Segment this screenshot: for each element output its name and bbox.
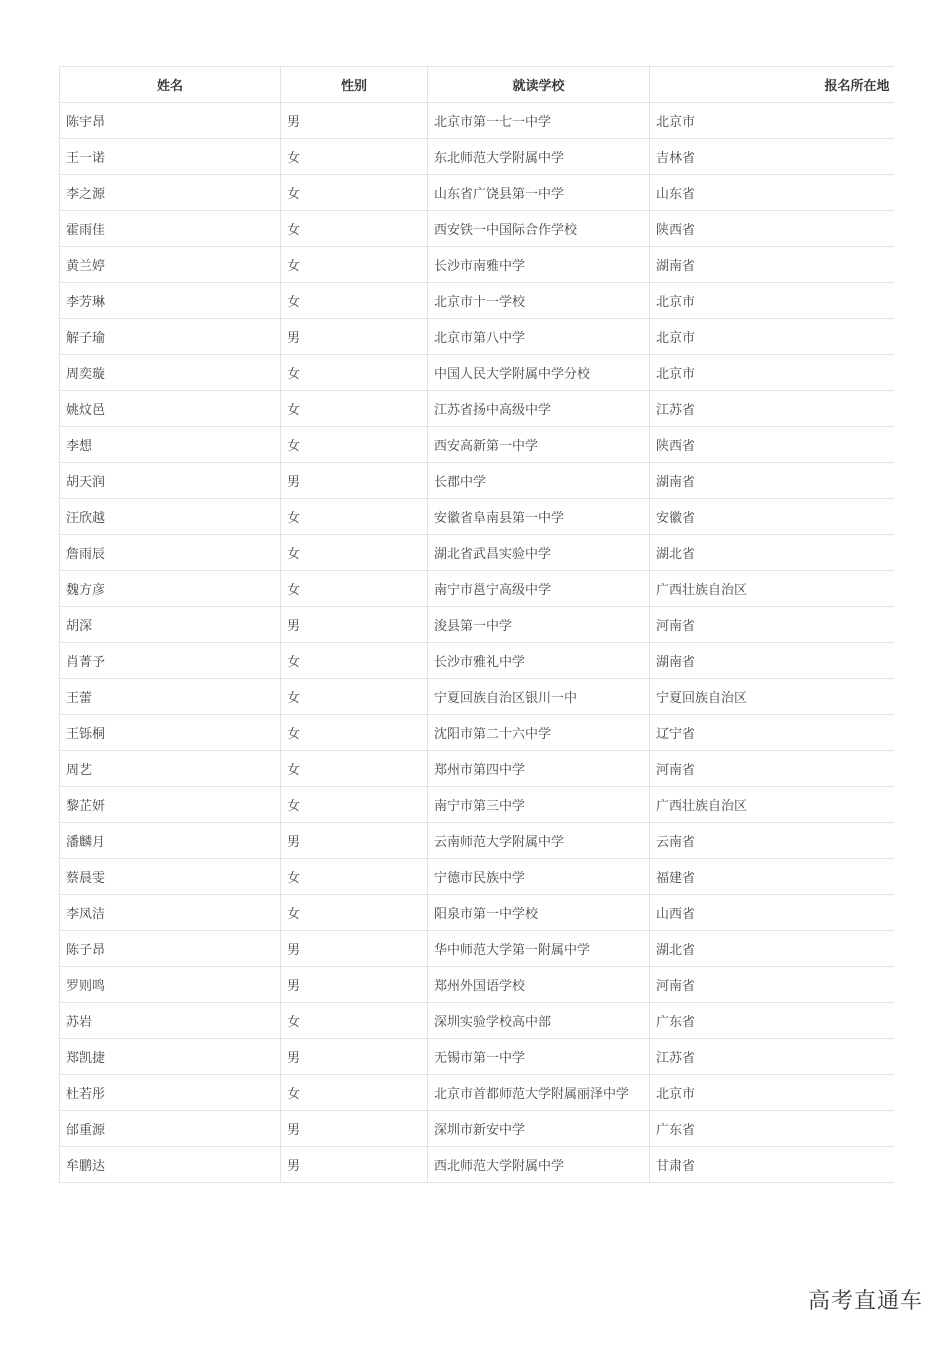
table-body: [60, 103, 894, 1183]
watermark-text: 高考直通车: [807, 1289, 923, 1314]
cell-region: 河南省: [650, 607, 894, 643]
table-row: [60, 787, 894, 823]
cell-region: 吉林省: [650, 139, 894, 175]
cell-name: 邰重源: [60, 1111, 281, 1147]
table-row: [60, 1111, 894, 1147]
table-row: [60, 571, 894, 607]
cell-name: 姚炆邑: [60, 391, 281, 427]
table-row: [60, 499, 894, 535]
table-row: [60, 1039, 894, 1075]
cell-school: 湖北省武昌实验中学: [428, 535, 650, 571]
cell-region: 北京市: [650, 319, 894, 355]
table-row: [60, 535, 894, 571]
cell-school: 江苏省扬中高级中学: [428, 391, 650, 427]
cell-school: 华中师范大学第一附属中学: [428, 931, 650, 967]
table-row: [60, 283, 894, 319]
cell-name: 汪欣越: [60, 499, 281, 535]
table-row: [60, 823, 894, 859]
cell-school: 宁夏回族自治区银川一中: [428, 679, 650, 715]
cell-school: 北京市第八中学: [428, 319, 650, 355]
cell-school: 东北师范大学附属中学: [428, 139, 650, 175]
table-row: [60, 1075, 894, 1111]
table-row: [60, 1003, 894, 1039]
cell-gender: 女: [281, 535, 428, 571]
table-row: [60, 931, 894, 967]
cell-name: 霍雨佳: [60, 211, 281, 247]
cell-region: 甘肃省: [650, 1147, 894, 1183]
cell-school: 深圳市新安中学: [428, 1111, 650, 1147]
cell-region: 福建省: [650, 859, 894, 895]
cell-school: 西安高新第一中学: [428, 427, 650, 463]
cell-gender: 女: [281, 643, 428, 679]
cell-name: 解子瑜: [60, 319, 281, 355]
students-table: [59, 66, 894, 1183]
cell-name: 蔡晨雯: [60, 859, 281, 895]
cell-gender: 女: [281, 427, 428, 463]
cell-region: 山西省: [650, 895, 894, 931]
cell-gender: 女: [281, 391, 428, 427]
table-row: [60, 859, 894, 895]
table-row: [60, 607, 894, 643]
table-row: [60, 103, 894, 139]
table-row: [60, 679, 894, 715]
cell-region: 山东省: [650, 175, 894, 211]
table-row: [60, 967, 894, 1003]
cell-name: 肖菁予: [60, 643, 281, 679]
cell-region: 湖南省: [650, 247, 894, 283]
cell-school: 西北师范大学附属中学: [428, 1147, 650, 1183]
cell-name: 牟鹏达: [60, 1147, 281, 1183]
cell-name: 王铄桐: [60, 715, 281, 751]
cell-region: 云南省: [650, 823, 894, 859]
table-row: [60, 247, 894, 283]
cell-gender: 男: [281, 1147, 428, 1183]
cell-gender: 女: [281, 1003, 428, 1039]
cell-school: 长沙市雅礼中学: [428, 643, 650, 679]
cell-name: 李想: [60, 427, 281, 463]
cell-gender: 女: [281, 859, 428, 895]
cell-school: 云南师范大学附属中学: [428, 823, 650, 859]
cell-region: 河南省: [650, 751, 894, 787]
cell-school: 西安铁一中国际合作学校: [428, 211, 650, 247]
cell-gender: 男: [281, 1039, 428, 1075]
cell-name: 李之源: [60, 175, 281, 211]
table-row: [60, 715, 894, 751]
cell-gender: 女: [281, 1075, 428, 1111]
cell-gender: 女: [281, 571, 428, 607]
cell-gender: 男: [281, 823, 428, 859]
table-row: [60, 175, 894, 211]
cell-school: 郑州市第四中学: [428, 751, 650, 787]
cell-school: 山东省广饶县第一中学: [428, 175, 650, 211]
cell-gender: 男: [281, 967, 428, 1003]
cell-gender: 女: [281, 499, 428, 535]
cell-name: 陈子昂: [60, 931, 281, 967]
cell-school: 南宁市第三中学: [428, 787, 650, 823]
cell-name: 潘麟月: [60, 823, 281, 859]
cell-school: 阳泉市第一中学校: [428, 895, 650, 931]
cell-region: 北京市: [650, 355, 894, 391]
cell-region: 广东省: [650, 1111, 894, 1147]
cell-gender: 男: [281, 319, 428, 355]
header-region: 报名所在地: [650, 67, 894, 103]
cell-school: 无锡市第一中学: [428, 1039, 650, 1075]
table-row: [60, 139, 894, 175]
cell-name: 杜若彤: [60, 1075, 281, 1111]
cell-gender: 女: [281, 751, 428, 787]
cell-school: 北京市首都师范大学附属丽泽中学: [428, 1075, 650, 1111]
header-gender: 性别: [281, 67, 428, 103]
cell-school: 深圳实验学校高中部: [428, 1003, 650, 1039]
cell-gender: 女: [281, 787, 428, 823]
cell-name: 詹雨辰: [60, 535, 281, 571]
cell-name: 黄兰婷: [60, 247, 281, 283]
cell-gender: 男: [281, 1111, 428, 1147]
cell-gender: 男: [281, 103, 428, 139]
header-name: 姓名: [60, 67, 281, 103]
cell-region: 湖南省: [650, 463, 894, 499]
cell-gender: 女: [281, 283, 428, 319]
cell-gender: 女: [281, 715, 428, 751]
cell-region: 湖北省: [650, 535, 894, 571]
cell-region: 湖北省: [650, 931, 894, 967]
cell-gender: 女: [281, 247, 428, 283]
cell-name: 王蕾: [60, 679, 281, 715]
cell-school: 南宁市邕宁高级中学: [428, 571, 650, 607]
cell-gender: 女: [281, 139, 428, 175]
cell-name: 罗则鸣: [60, 967, 281, 1003]
cell-school: 北京市第一七一中学: [428, 103, 650, 139]
cell-region: 江苏省: [650, 1039, 894, 1075]
cell-region: 安徽省: [650, 499, 894, 535]
cell-name: 李芳琳: [60, 283, 281, 319]
table-row: [60, 463, 894, 499]
cell-gender: 女: [281, 895, 428, 931]
cell-name: 魏方彦: [60, 571, 281, 607]
cell-region: 湖南省: [650, 643, 894, 679]
cell-school: 沈阳市第二十六中学: [428, 715, 650, 751]
cell-gender: 男: [281, 607, 428, 643]
cell-school: 中国人民大学附属中学分校: [428, 355, 650, 391]
cell-gender: 女: [281, 355, 428, 391]
table-header-row: [60, 67, 894, 103]
table-row: [60, 751, 894, 787]
cell-name: 苏岩: [60, 1003, 281, 1039]
cell-region: 广东省: [650, 1003, 894, 1039]
cell-school: 安徽省阜南县第一中学: [428, 499, 650, 535]
table-row: [60, 1147, 894, 1183]
cell-name: 黎芷妍: [60, 787, 281, 823]
table-row: [60, 319, 894, 355]
cell-school: 长沙市南雅中学: [428, 247, 650, 283]
cell-school: 北京市十一学校: [428, 283, 650, 319]
cell-region: 宁夏回族自治区: [650, 679, 894, 715]
cell-region: 辽宁省: [650, 715, 894, 751]
cell-name: 胡深: [60, 607, 281, 643]
cell-gender: 女: [281, 211, 428, 247]
cell-region: 江苏省: [650, 391, 894, 427]
table-row: [60, 895, 894, 931]
cell-name: 胡天润: [60, 463, 281, 499]
cell-name: 周艺: [60, 751, 281, 787]
cell-name: 陈宇昂: [60, 103, 281, 139]
cell-gender: 男: [281, 931, 428, 967]
cell-name: 王一诺: [60, 139, 281, 175]
cell-gender: 女: [281, 679, 428, 715]
cell-region: 广西壮族自治区: [650, 571, 894, 607]
cell-school: 浚县第一中学: [428, 607, 650, 643]
cell-name: 周奕璇: [60, 355, 281, 391]
cell-school: 宁德市民族中学: [428, 859, 650, 895]
table-row: [60, 211, 894, 247]
table-row: [60, 427, 894, 463]
cell-region: 北京市: [650, 103, 894, 139]
table-row: [60, 643, 894, 679]
cell-region: 陕西省: [650, 211, 894, 247]
cell-name: 郑凯捷: [60, 1039, 281, 1075]
cell-region: 广西壮族自治区: [650, 787, 894, 823]
cell-region: 北京市: [650, 1075, 894, 1111]
cell-school: 长郡中学: [428, 463, 650, 499]
cell-region: 陕西省: [650, 427, 894, 463]
cell-region: 河南省: [650, 967, 894, 1003]
table-row: [60, 355, 894, 391]
cell-region: 北京市: [650, 283, 894, 319]
table-row: [60, 391, 894, 427]
cell-gender: 男: [281, 463, 428, 499]
cell-gender: 女: [281, 175, 428, 211]
header-school: 就读学校: [428, 67, 650, 103]
cell-school: 郑州外国语学校: [428, 967, 650, 1003]
cell-name: 李凤洁: [60, 895, 281, 931]
